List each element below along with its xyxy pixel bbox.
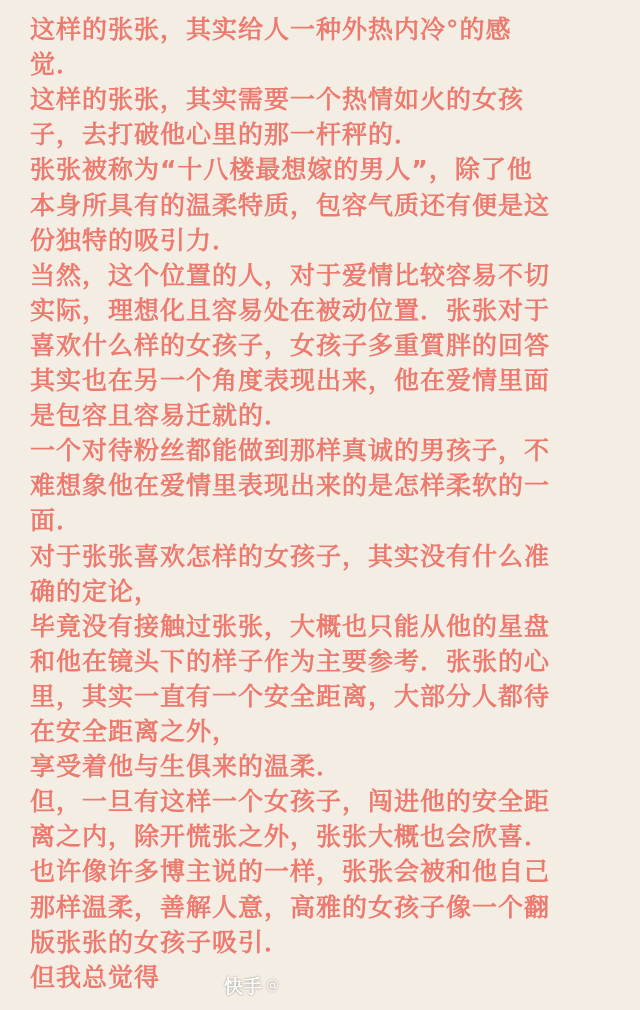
text-line: 毕竟没有接触过张张，大概也只能从他的星盘 bbox=[30, 611, 551, 641]
text-line: 对于张张喜欢怎样的女孩子，其实没有什么准 bbox=[30, 541, 551, 571]
text-line: 确的定论， bbox=[30, 576, 161, 606]
text-line: 本身所具有的温柔特质，包容气质还有便是这 bbox=[30, 190, 551, 220]
text-line: 享受着他与生俱来的温柔． bbox=[30, 752, 343, 782]
text-line: 是包容且容易迁就的． bbox=[30, 401, 291, 431]
text-line: 离之内，除开慌张之外，张张大概也会欣喜． bbox=[30, 822, 551, 852]
text-line: 和他在镜头下的样子作为主要参考．张张的心 bbox=[30, 646, 551, 676]
text-line: 张张被称为“十八楼最想嫁的男人”，除了他 bbox=[30, 155, 533, 185]
text-line: 实际，理想化且容易处在被动位置．张张对于 bbox=[30, 295, 551, 325]
text-line: 里，其实一直有一个安全距离，大部分人都待 bbox=[30, 681, 551, 711]
text-line: 其实也在另一个角度表现出来，他在爱情里面 bbox=[30, 366, 551, 395]
text-line: 喜欢什么样的女孩子，女孩子多重質胖的回答 bbox=[30, 330, 551, 360]
text-line: 子，去打破他心里的那一杆秤的． bbox=[30, 120, 421, 150]
text-line: 份独特的吸引力． bbox=[30, 225, 239, 255]
text-line: 也许像许多博主说的一样，张张会被和他自己 bbox=[30, 857, 551, 887]
text-line: 难想象他在爱情里表现出来的是怎样柔软的一 bbox=[30, 471, 551, 501]
text-line: 那样温柔，善解人意，高雅的女孩子像一个翻 bbox=[30, 892, 551, 922]
watermark-logo: 快手 bbox=[224, 975, 263, 998]
text-line: 当然，这个位置的人，对于爱情比较容易不切 bbox=[30, 260, 551, 290]
app-watermark bbox=[224, 970, 279, 1000]
text-line: 一个对待粉丝都能做到那样真诚的男孩子，不 bbox=[30, 436, 551, 466]
text-line: 但我总觉得 bbox=[30, 962, 161, 992]
text-line: 版张张的女孩子吸引． bbox=[30, 927, 291, 957]
text-line: 觉． bbox=[30, 50, 83, 80]
watermark-handle: @ bbox=[266, 977, 280, 993]
text-line: 在安全距离之外， bbox=[30, 717, 239, 746]
text-line: 但，一旦有这样一个女孩子，闯进他的安全距 bbox=[30, 787, 551, 817]
text-line: 这样的张张，其实给人一种外热内冷°的感 bbox=[30, 15, 512, 44]
text-line: 面． bbox=[30, 506, 83, 536]
text-line: 这样的张张，其实需要一个热情如火的女孩 bbox=[30, 85, 525, 115]
